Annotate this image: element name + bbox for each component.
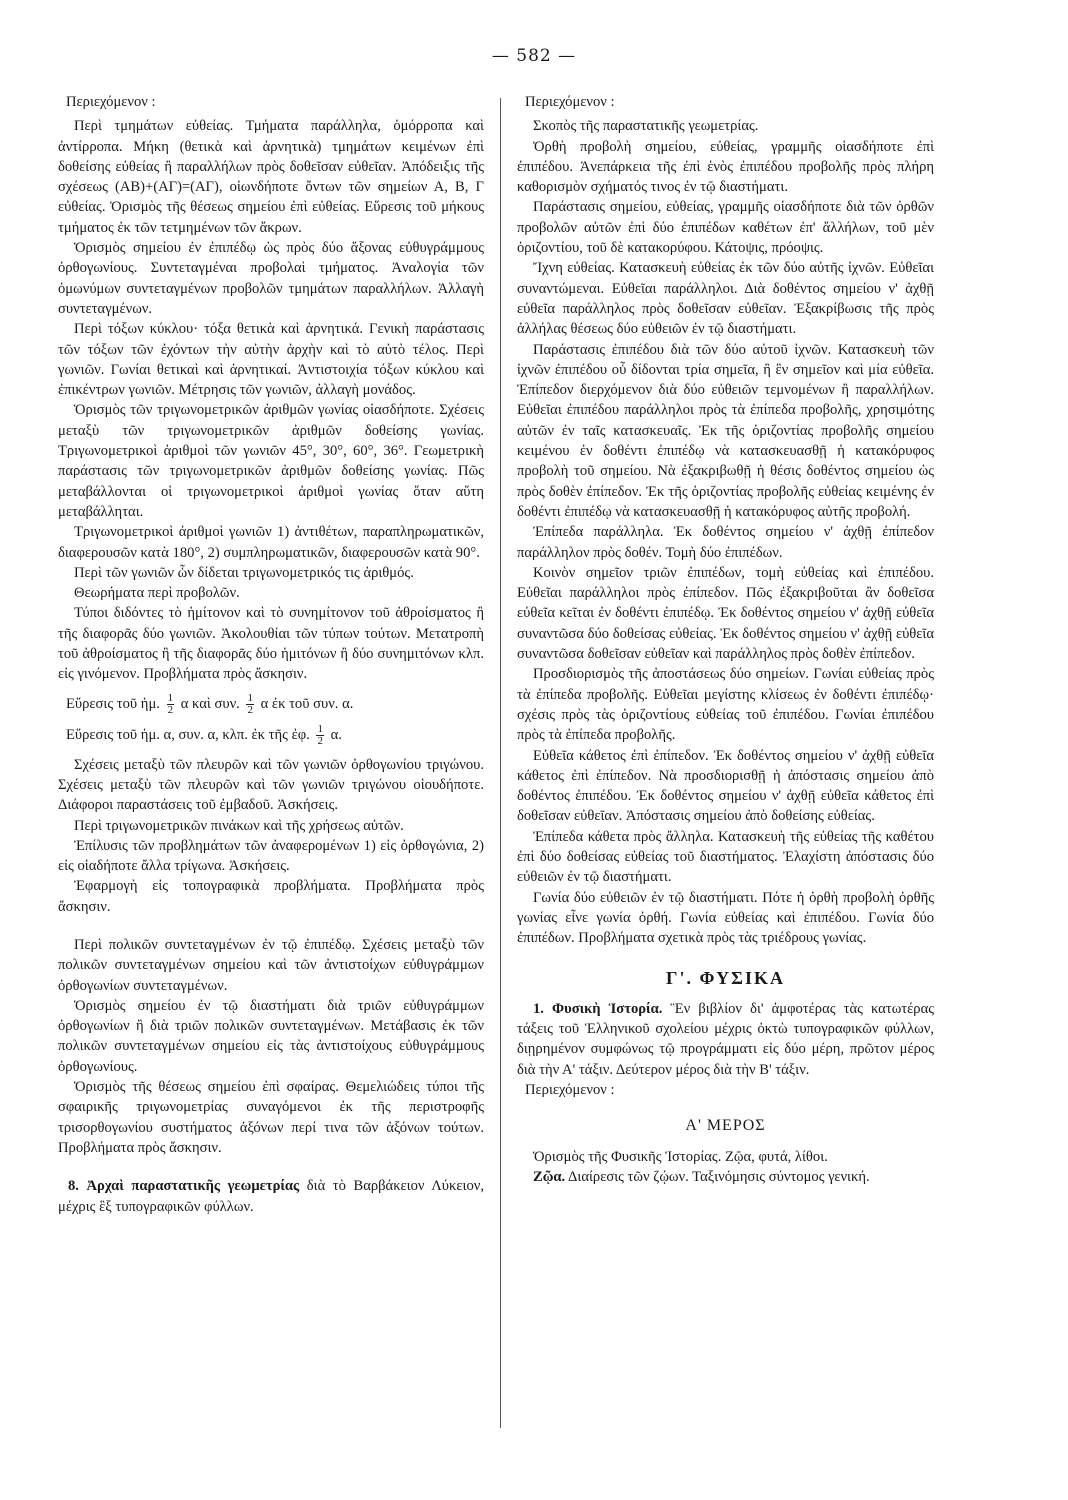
paragraph: Σχέσεις μεταξὺ τῶν πλευρῶν καὶ τῶν γωνιῶν ὀρθογωνίου τριγώνου. Σχέσεις μεταξὺ τῶν πλευρῶν καὶ τῶν γωνιῶν τριγώνου οἱουδήποτε. Διάφοροι παραστάσεις τοῦ ἐμβαδοῦ. Ἀσκήσεις. <box>58 756 484 814</box>
section-8-text: διὰ τὸ Βαρβάκειον Λύκειον, μέχρις ἓξ τυπογραφικῶν φύλλων. <box>58 1178 484 1215</box>
paragraph: Ἐπίπεδα κάθετα πρὸς ἄλληλα. Κατασκευὴ τῆς εὐθείας τῆς καθέτου ἐπὶ δύο δοθείσας εὐθείας τοῦ διαστήματος. Ἐλαχίστη ἀπόστασις δύο εὐθειῶν ἐν τῷ διαστήματι. <box>517 828 934 886</box>
part-a-heading: Α' ΜΕΡΟΣ <box>685 1117 766 1135</box>
fraction-numerator: 1 <box>247 691 253 704</box>
natural-history-paragraph <box>517 999 934 1080</box>
paragraph: Ὁρισμὸς τῆς Φυσικῆς Ἱστορίας. Ζῷα, φυτά, λίθοι. <box>533 1148 828 1165</box>
fraction <box>316 724 324 747</box>
paragraph: Ἴχνη εὐθείας. Κατασκευὴ εὐθείας ἐκ τῶν δύο αὐτῆς ἰχνῶν. Εὐθεῖαι συναντώμεναι. Εὐθεῖαι παράλληλοι. Διὰ δοθέντος σημείου ν' ἀχθῇ εὐθεῖα παράλληλος πρὸς δοθεῖσαν εὐθεῖαν. Ἐξακρίβωσις τῆς πρὸς ἀλλήλας θέσεως δύο εὐθειῶν ἐν τῷ διαστήματι. <box>517 260 934 338</box>
fraction-denominator: 2 <box>167 703 174 716</box>
paragraph: Γωνία δύο εὐθειῶν ἐν τῷ διαστήματι. Πότε ἡ ὀρθὴ προβολὴ ὀρθῆς γωνίας εἶνε γωνία ὀρθή. Γωνία εὐθείας καὶ ἐπιπέδου. Γωνία δύο ἐπιπέδων. Προβλήματα σχετικὰ πρὸς τὰς τριέδρους γωνίας. <box>517 889 934 947</box>
paragraph: Ὀρθὴ προβολὴ σημείου, εὐθείας, γραμμῆς οἱασδήποτε ἐπὶ ἐπιπέδου. Ἀνεπάρκεια τῆς ἐπὶ ἑνὸς ἐπιπέδου προβολῆς πρὸς πλήρη καθορισμὸν σχήματός τινος ἐν τῷ διαστήματι. <box>517 138 934 196</box>
formula-text: α καὶ συν. <box>180 695 240 712</box>
paragraph: Περὶ πολικῶν συντεταγμένων ἐν τῷ ἐπιπέδῳ. Σχέσεις μεταξὺ τῶν πολικῶν συντεταγμένων σημείου καὶ τῶν ἀντιστοίχων εὐθυγράμμων ὀρθογωνίων συντεταγμένων. <box>58 936 484 994</box>
zoa-title: Ζῷα. <box>533 1168 566 1185</box>
paragraph: Ὁρισμὸς τῆς θέσεως σημείου ἐπὶ σφαίρας. Θεμελιώδεις τύποι τῆς σφαιρικῆς τριγωνομετρίας συναγόμενοι ἐκ τῆς περιστροφῆς τρισορθογωνίου συστήματος ἀξόνων περί τινα τῶν ἀξόνων τούτων. Προβλήματα πρὸς ἄσκησιν. <box>58 1079 484 1156</box>
fraction-denominator: 2 <box>317 734 323 747</box>
fraction <box>246 693 254 716</box>
zoa-paragraph <box>517 1167 934 1187</box>
paragraph: Παράστασις σημείου, εὐθείας, γραμμῆς οἱασδήποτε διὰ τῶν ὀρθῶν προβολῶν αὐτῶν ἐπὶ δύο ἐπιπέδων καθέτων ἐπ' ἄλλήλων, τοῦ μὲν ὁριζοντίου, τοῦ δὲ κατακορύφου. Κάτοψις, πρόοψις. <box>517 199 934 257</box>
left-column <box>58 92 484 1217</box>
natural-history-text: Ἓν βιβλίον δι' ἀμφοτέρας τὰς κατωτέρας τάξεις τοῦ Ἑλληνικοῦ σχολείου μέχρις ὀκτὼ τυπογραφικῶν φύλλων, διῃρημένον συμφώνως τῷ προγράμματι εἰς δύο μέρη, πρῶτον μέρος διὰ τὴν Α' τάξιν. Δεύτερον μέρος διὰ τὴν Β' τάξιν. <box>517 1000 935 1078</box>
right-column <box>517 92 934 1187</box>
page-number: — 582 — <box>491 46 577 66</box>
formula-text: Εὕρεσις τοῦ ἡμ. <box>66 695 160 712</box>
paragraph: Ἐπίλυσις τῶν προβλημάτων τῶν ἀναφερομένων 1) εἰς ὀρθογώνια, 2) εἰς οἱαδήποτε ἄλλα τρίγωνα. Ἀσκήσεις. <box>58 837 484 875</box>
section-8-title: 8. Ἀρχαὶ παραστατικῆς γεωμετρίας <box>68 1178 300 1195</box>
formula-text: Εὕρεσις τοῦ ἡμ. α, συν. α, κλπ. ἐκ τῆς ἐφ. <box>66 726 310 743</box>
paragraph: Προσδιορισμὸς τῆς ἀποστάσεως δύο σημείων. Γωνίαι εὐθείας πρὸς τὰ ἐπίπεδα προβολῆς. Εὐθεῖαι μεγίστης κλίσεως ἐν δοθέντι ἐπιπέδῳ· σχέσις πρὸς τὰς ὁριζοντίους εὐθείας τοῦ ἐπιπέδου. Γωνίαι ἐπιπέδου πρὸς τὰ ἐπίπεδα προβολῆς. <box>517 666 934 744</box>
paragraph: Περὶ τόξων κύκλου· τόξα θετικὰ καὶ ἀρνητικά. Γενικὴ παράστασις τῶν τόξων τῶν ἐχόντων τὴν αὐτὴν ἀρχὴν καὶ τὸ αὐτὸ τέλος. Περὶ γωνιῶν. Γωνίαι θετικαὶ καὶ ἀρνητικαί. Ἀντιστοιχία τόξων κύκλου καὶ ἐπικέντρων γωνιῶν. Μέτρησις τῶν γωνιῶν, ἀλλαγὴ μονάδος. <box>58 321 484 399</box>
paragraph: Κοινὸν σημεῖον τριῶν ἐπιπέδων, τομὴ εὐθείας καὶ ἐπιπέδου. Εὐθεῖαι παράλληλοι πρὸς ἐπίπεδον. Πῶς ἐξακριβοῦται ἂν δοθεῖσα εὐθεῖα κεῖται ἐν δοθέντι ἐπιπέδῳ. Ἐκ δοθέντος σημείου ν' ἀχθῇ εὐθεῖα συναντῶσα δύο δοθείσας εὐθείας. Ἐκ δοθέντος σημείου ν' ἀχθῇ εὐθεῖα συναντῶσα δοθεῖσαν εὐθεῖαν καὶ παράλληλος πρὸς δοθὲν ἐπίπεδον. <box>517 564 934 663</box>
fraction-numerator: 1 <box>317 722 323 735</box>
paragraph: Περὶ τῶν γωνιῶν ὧν δίδεται τριγωνομετρικός τις ἀριθμός. <box>74 564 414 581</box>
contents-label: Περιεχόμενον : <box>525 1081 615 1098</box>
natural-history-title: 1. Φυσικὴ Ἱστορία. <box>533 1000 663 1017</box>
paragraph: Ὁρισμὸς σημείου ἐν τῷ διαστήματι διὰ τριῶν εὐθυγράμμων ὀρθογωνίων ἢ διὰ τριῶν πολικῶν συντεταγμένων. Μετάβασις ἐκ τῶν πολικῶν συντεταγμένων σημείου εἰς τὰς ἀντιστοίχους εὐθυγράμμους ὀρθογωνίους. <box>58 997 484 1075</box>
physics-heading: Γ'. ΦΥΣΙΚΑ <box>666 968 785 989</box>
contents-label: Περιεχόμενον : <box>66 94 156 110</box>
formula-text: α ἐκ τοῦ συν. α. <box>260 695 354 712</box>
formula-line <box>66 693 484 716</box>
formula-text: α. <box>330 726 342 743</box>
zoa-text: Διαίρεσις τῶν ζῴων. Ταξινόμησις σύντομος γενική. <box>568 1168 870 1185</box>
paragraph: Σκοπὸς τῆς παραστατικῆς γεωμετρίας. <box>533 118 759 135</box>
paragraph: Περὶ τριγωνομετρικῶν πινάκων καὶ τῆς χρήσεως αὐτῶν. <box>74 817 404 834</box>
paragraph: Εὐθεῖα κάθετος ἐπὶ ἐπίπεδον. Ἐκ δοθέντος σημείου ν' ἀχθῇ εὐθεῖα κάθετος ἐπὶ ἐπίπεδον. Νὰ προσδιορισθῇ ἡ ἀπόστασις σημείου ἀπὸ δοθέντος ἐπιπέδου. Ἐκ δοθέντος σημείου ν' ἀχθῇ εὐθεῖα κάθετος ἐπὶ δοθεῖσαν εὐθεῖαν. Ἀπόστασις σημείου ἀπὸ δοθείσης εὐθείας. <box>517 747 934 825</box>
fraction-denominator: 2 <box>247 703 253 716</box>
paragraph: Ὁρισμὸς τῶν τριγωνομετρικῶν ἀριθμῶν γωνίας οἱασδήποτε. Σχέσεις μεταξὺ τῶν τριγωνομετρικῶν ἀριθμῶν δοθείσης γωνίας. Τριγωνομετρικοὶ ἀριθμοὶ τῶν γωνιῶν 45°, 30°, 60°, 36°. Γεωμετρικὴ παράστασις τῶν τριγωνομετρικῶν ἀριθμῶν δοθείσης γωνίας. Πῶς μεταβάλλονται οἱ τριγωνομετρικοὶ ἀριθμοὶ γωνίας ὅταν αὕτη μεταβάλληται. <box>58 402 484 520</box>
paragraph: Τύποι διδόντες τὸ ἡμίτονον καὶ τὸ συνημίτονον τοῦ ἀθροίσματος ἢ τῆς διαφορᾶς δύο γωνιῶν. Ἀκολουθίαι τῶν τύπων τούτων. Μετατροπὴ τοῦ ἀθροίσματος ἢ τῆς διαφορᾶς δύο ἡμιτόνων ἢ δύο συνημιτόνων κλπ. εἰς γινόμενον. Προβλήματα πρὸς ἄσκησιν. <box>58 605 484 683</box>
paragraph: Παράστασις ἐπιπέδου διὰ τῶν δύο αὐτοῦ ἰχνῶν. Κατασκευὴ τῶν ἰχνῶν ἐπιπέδου οὗ δίδονται τρία σημεῖα, ἢ ἓν σημεῖον καὶ μία εὐθεῖα. Ἐπίπεδον διερχόμενον διὰ δύο εὐθειῶν τεμνομένων ἢ παραλλήλων. Εὐθεῖαι ἐπιπέδου παράλληλοι πρὸς τὰ ἐπίπεδα προβολῆς, χρησιμότης αὐτῶν ἐν ταῖς κατασκευαῖς. Ἐκ τῆς ὁριζοντίας προβολῆς σημείου κειμένου ἐν δοθέντι ἐπιπέδῳ νὰ κατασκευασθῇ ἡ κατακόρυφος προβολὴ τοῦ σημείου. Νὰ ἐξακριβωθῇ ἡ θέσις δοθέντος σημείου ὡς πρὸς δοθὲν ἐπίπεδον. Ἐκ τῆς ὁριζοντίας προβολῆς εὐθείας κειμένης ἐν δοθέντι ἐπιπέδῳ νὰ κατασκευασθῇ ἡ κατακόρυφος αὐτῆς προβολή. <box>517 341 934 520</box>
paragraph: Θεωρήματα περὶ προβολῶν. <box>74 585 240 602</box>
paragraph: Ἐφαρμογὴ εἰς τοπογραφικὰ προβλήματα. Προβλήματα πρὸς ἄσκησιν. <box>58 878 484 915</box>
paragraph: Περὶ τμημάτων εὐθείας. Τμήματα παράλληλα, ὁμόρροπα καὶ ἀντίρροπα. Μήκη (θετικὰ καὶ ἀρνητικὰ) τμημάτων κειμένων ἐπὶ δοθείσης εὐθείας ἢ παραλλήλων πρὸς δοθεῖσαν εὐθεῖαν. Ἀπόδειξις τῆς σχέσεως (ΑΒ)+(ΑΓ)=(ΑΓ), οἱωνδήποτε ὄντων τῶν σημείων Α, Β, Γ εὐθείας. Ὁρισμὸς τῆς θέσεως σημείου ἐπὶ εὐθείας. Εὕρεσις τοῦ μήκους τμήματος ἐκ τῶν τετμημένων τῶν ἄκρων. <box>58 118 484 236</box>
fraction <box>167 693 175 716</box>
paragraph: Ὁρισμὸς σημείου ἐν ἐπιπέδῳ ὡς πρὸς δύο ἄξονας εὐθυγράμμους ὀρθογωνίους. Συντεταγμέναι προβολαὶ τμήματος. Ἀναλογία τῶν ὁμωνύμων συντεταγμένων προβολῶν τμημάτων παραλλήλων. Ἀλλαγὴ συντεταγμένων. <box>58 240 484 317</box>
paragraph: Ἐπίπεδα παράλληλα. Ἐκ δοθέντος σημείου ν' ἀχθῇ ἐπίπεδον παράλληλον πρὸς δοθέν. Τομὴ δύο ἐπιπέδων. <box>517 524 934 561</box>
contents-label: Περιεχόμενον : <box>525 94 615 110</box>
formula-line <box>66 724 484 747</box>
paragraph: Τριγωνομετρικοὶ ἀριθμοὶ γωνιῶν 1) ἀντιθέτων, παραπληρωματικῶν, διαφερουσῶν κατὰ 180°, 2) συμπληρωματικῶν, διαφερουσῶν κατὰ 90°. <box>58 524 484 561</box>
fraction-numerator: 1 <box>167 691 174 704</box>
column-divider <box>500 98 501 1428</box>
section-8 <box>58 1176 484 1217</box>
